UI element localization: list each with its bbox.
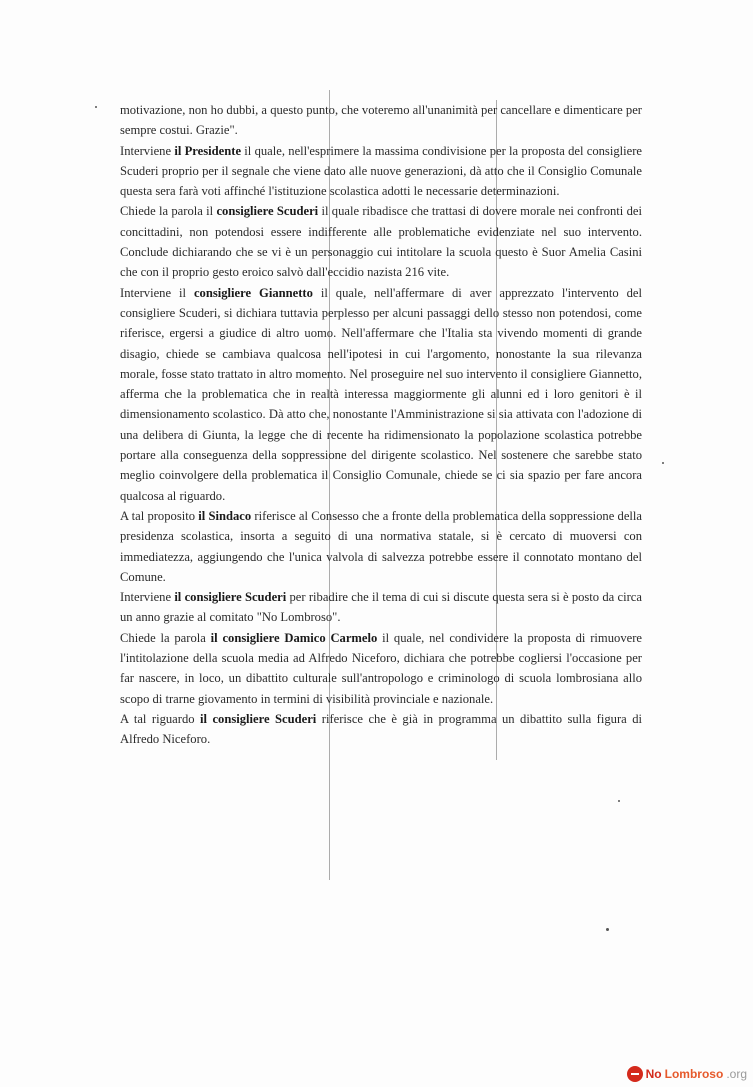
paragraph-text: A tal riguardo <box>120 711 200 726</box>
paragraph <box>120 141 642 202</box>
watermark-part-2: Lombroso <box>664 1067 724 1081</box>
speaker-name: consigliere Scuderi <box>216 204 319 219</box>
scan-speck <box>662 462 664 464</box>
paragraph-text: il quale ribadisce che trattasi di dovere morale nei confronti dei concittadini, non potendosi essere indifferente alle problematiche evidenziate nel suo intervento. Conclude dichiarando che se vi è un personaggio cui intitolare la scuola questo è Suor Amelia Casini che con il proprio gesto eroico salvò dall'eccidio nazista 216 vite. <box>120 204 642 280</box>
scan-speck <box>95 106 97 108</box>
paragraph-text: Interviene <box>120 143 175 158</box>
no-symbol-icon <box>627 1066 643 1082</box>
paragraph-text: motivazione, non ho dubbi, a questo punto, che voteremo all'unanimità per cancellare e dimenticare per sempre costui. Grazie". <box>120 103 642 138</box>
paragraph <box>120 506 642 587</box>
paragraph <box>120 587 642 628</box>
paragraph-text: il quale, nel condividere la proposta di rimuovere l'intitolazione della scuola media ad Alfredo Niceforo, dichiara che potrebbe cogliersi l'occasione per far nascere, in loco, un dibattito culturale sull'antropologo e criminologo di scuola lombrosiana allo scopo di trarne giovamento in termini di visibilità provinciale e nazionale. <box>120 630 642 706</box>
scan-speck <box>606 928 609 931</box>
watermark-part-1: No <box>645 1067 662 1081</box>
paragraph-text: per ribadire che il tema di cui si discute questa sera si è posto da circa un anno grazie al comitato "No Lombroso". <box>120 590 642 625</box>
paragraph-text: A tal proposito <box>120 508 199 523</box>
speaker-name: il consigliere Scuderi <box>174 590 287 605</box>
speaker-name: il consigliere Damico Carmelo <box>210 630 378 645</box>
paragraph <box>120 628 642 709</box>
paragraph-text: Chiede la parola il <box>120 204 217 219</box>
speaker-name: il Sindaco <box>198 508 252 523</box>
paragraph-text: il quale, nell'affermare di aver apprezzato l'intervento del consigliere Scuderi, si dichiara tuttavia perplesso per alcuni passaggi dello stesso non potendosi, come riferisce, ergersi a giudice di altro uomo. Nell'affermare che l'Italia sta vivendo momenti di grande disagio, chiede se cambiava qualcosa nell'ipotesi in cui l'argomento, nonostante la sua rilevanza morale, fosse stato trattato in altro momento. Nel proseguire nel suo intervento il consigliere Giannetto, afferma che la problematica che in realtà interessa maggiormente gli alunni ed i loro genitori è il dimensionamento scolastico. Dà atto che, nonostante l'Amministrazione si sia attivata con l'adozione di una delibera di Giunta, la legge che di recente ha ridimensionato la popolazione scolastica potrebbe portare alla conseguenza della soppressione del dirigente scolastico. Nel sostenere che sarebbe stato meglio coinvolgere della problematica il Consiglio Comunale, chiede se ci sia spazio per fare ancora qualcosa al riguardo. <box>120 285 642 503</box>
paragraph <box>120 709 642 750</box>
paragraph-text: riferisce al Consesso che a fronte della problematica della soppressione della presidenza scolastica, insorta a seguito di una normativa statale, si è cercato di muoversi con immediatezza, aggiungendo che l'unica valvola di salvezza potrebbe essere il connotato montano del Comune. <box>120 508 643 584</box>
watermark <box>627 1063 747 1085</box>
paragraph-text: Chiede la parola <box>120 630 211 645</box>
paragraph-text: riferisce che è già in programma un dibattito sulla figura di Alfredo Niceforo. <box>120 711 642 747</box>
speaker-name: il consigliere Scuderi <box>200 711 317 726</box>
paragraph-text: Interviene il <box>120 285 194 300</box>
paragraph <box>120 201 642 282</box>
speaker-name: il Presidente <box>174 143 242 158</box>
paragraph-text: Interviene <box>120 590 175 605</box>
speaker-name: consigliere Giannetto <box>193 285 313 300</box>
watermark-part-3: .org <box>726 1067 747 1081</box>
paragraph <box>120 283 642 506</box>
scan-speck <box>618 800 620 802</box>
minutes-text <box>120 100 642 750</box>
paragraph <box>120 100 642 141</box>
paragraph-text: il quale, nell'esprimere la massima condivisione per la proposta del consigliere Scuderi proprio per il segnale che viene dato alle nuove generazioni, dà atto che il Consiglio Comunale questa sera farà voti affinché l'istituzione scolastica adotti le necessarie determinazioni. <box>120 143 642 199</box>
